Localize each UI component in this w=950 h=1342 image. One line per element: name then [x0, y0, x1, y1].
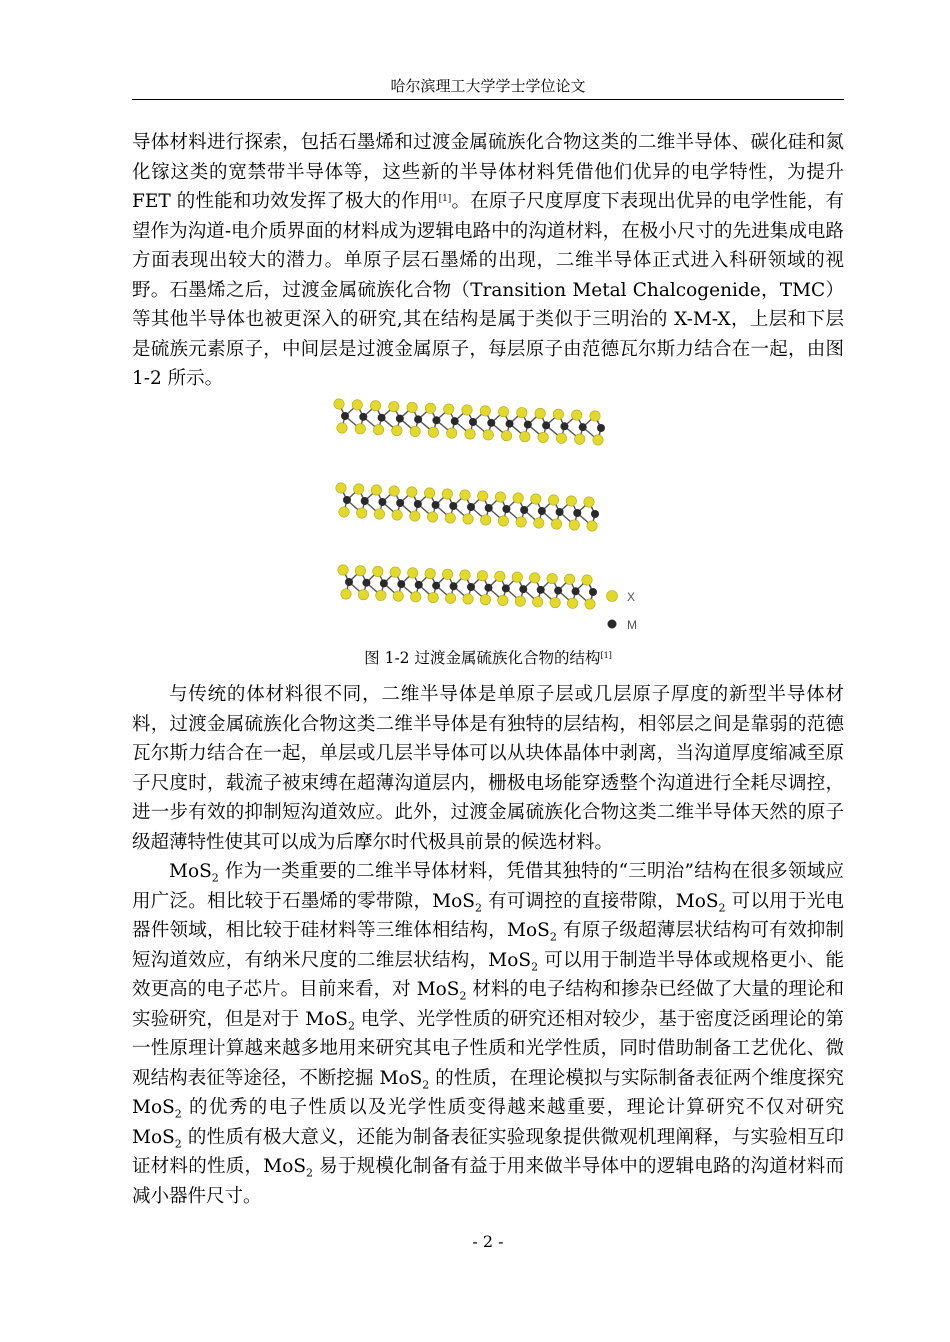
layer-middle-m-atom: [502, 505, 510, 513]
layer-bottom-x-atom: [442, 569, 452, 579]
layer-top-m-atom: [359, 413, 367, 421]
paragraph-3: [132, 857, 844, 1211]
layer-top-m-atom: [524, 421, 532, 429]
layer-bottom-x-atom: [358, 590, 368, 600]
layer-top-x-atom: [337, 423, 347, 433]
layer-bottom-x-atom: [376, 590, 386, 600]
mos2-term: MoS$_2$: [263, 1156, 314, 1180]
layer-middle-x-atom: [498, 516, 508, 526]
layer-middle-x-atom: [357, 508, 367, 518]
layer-top-m-atom: [451, 417, 459, 425]
layer-middle-m-atom: [414, 500, 422, 508]
layer-top-x-atom: [501, 431, 511, 441]
layer-middle-x-atom: [513, 493, 523, 503]
layer-top-x-atom: [480, 406, 490, 416]
layer-middle-m-atom: [432, 501, 440, 509]
layer-bottom-x-atom: [530, 573, 540, 583]
layer-middle-m-atom: [538, 507, 546, 515]
layer-top-x-atom: [425, 403, 435, 413]
layer-top-m-atom: [341, 412, 349, 420]
layer-middle-m-atom: [361, 497, 369, 505]
layer-middle-m-atom: [520, 506, 528, 514]
mos2-term: MoS$_2$: [432, 890, 482, 915]
layer-middle-x-atom: [481, 515, 491, 525]
layer-bottom-m-atom: [502, 584, 510, 592]
layer-bottom-m-atom: [432, 582, 440, 590]
layer-middle-m-atom: [449, 502, 457, 510]
layer-middle-m-atom: [378, 498, 386, 506]
layer-middle-x-atom: [460, 490, 470, 500]
layer-bottom-x-atom: [445, 593, 455, 603]
layer-bottom-m-atom: [484, 584, 492, 592]
layer-middle-x-atom: [371, 485, 381, 495]
layer-bottom-x-atom: [408, 568, 418, 578]
layer-top-x-atom: [334, 399, 344, 409]
layer-bottom-m-atom: [572, 587, 580, 595]
layer-bottom-x-atom: [390, 567, 400, 577]
layer-bottom-x-atom: [411, 592, 421, 602]
mos2-term: MoS$_2$: [132, 1097, 182, 1121]
layer-top-m-atom: [432, 416, 440, 424]
legend-m-marker: [608, 620, 617, 629]
layer-middle-x-atom: [389, 486, 399, 496]
paragraph-3-text: 的性质有极大意义，还能为制备表征实验现象提供微观机理阐释，与实验相互印证材料的性质，: [132, 1126, 844, 1177]
layer-middle-x-atom: [516, 517, 526, 527]
layer-top-x-atom: [444, 404, 454, 414]
paragraph-3-text: 有可调控的直接带隙，: [481, 890, 676, 912]
layer-middle-x-atom: [587, 521, 597, 531]
layer-top-x-atom: [370, 401, 380, 411]
layer-bottom-m-atom: [537, 586, 545, 594]
citation-ref: [1]: [438, 194, 452, 204]
layer-top-x-atom: [465, 429, 475, 439]
paragraph-3-text: 材料的电子结构和掺杂已经做了大量的理论和实验研究，但是对于: [132, 979, 844, 1030]
layer-top-x-atom: [410, 426, 420, 436]
layer-bottom-m-atom: [380, 579, 388, 587]
mos2-term: MoS$_2$: [379, 1067, 430, 1092]
layer-middle-m-atom: [485, 504, 493, 512]
layer-middle-m-atom: [467, 503, 475, 511]
layer-bottom-x-atom: [460, 570, 470, 580]
layer-top-x-atom: [352, 400, 362, 410]
layer-top-x-atom: [392, 425, 402, 435]
layer-bottom-m-atom: [589, 588, 597, 596]
legend-x-marker: [607, 591, 618, 602]
layer-middle-x-atom: [495, 492, 505, 502]
layer-middle-x-atom: [463, 514, 473, 524]
layer-top-x-atom: [535, 408, 545, 418]
layer-middle-x-atom: [478, 491, 488, 501]
layer-middle-x-atom: [374, 509, 384, 519]
layer-bottom-x-atom: [564, 574, 574, 584]
paragraph-1-text: 导体材料进行探索，包括石墨烯和过渡金属硫族化合物这类的二维半导体、碳化硅和氮化镓这类的宽禁带半导体等，这些新的半导体材料凭借他们优异的电学特性，为提升 FET 的性能和功效发挥了极大的作用: [132, 132, 844, 212]
layer-bottom-x-atom: [495, 571, 505, 581]
layer-top-x-atom: [498, 407, 508, 417]
layer-bottom-m-atom: [519, 585, 527, 593]
mos2-term: MoS$_2$: [416, 979, 467, 1003]
layer-middle-m-atom: [556, 508, 564, 516]
layer-bottom-m-atom: [397, 580, 405, 588]
header-rule: [132, 99, 844, 100]
layer-bottom-x-atom: [338, 565, 348, 575]
layer-middle-x-atom: [569, 520, 579, 530]
layer-top-m-atom: [396, 415, 404, 423]
layer-top-x-atom: [520, 431, 530, 441]
layer-top-m-atom: [506, 420, 514, 428]
layer-middle-x-atom: [534, 518, 544, 528]
layer-top-m-atom: [597, 424, 605, 432]
layer-middle-x-atom: [548, 495, 558, 505]
layer-bottom-x-atom: [480, 595, 490, 605]
layer-bottom-x-atom: [512, 572, 522, 582]
layer-middle-m-atom: [396, 499, 404, 507]
layer-middle-x-atom: [445, 513, 455, 523]
layer-middle-x-atom: [427, 512, 437, 522]
layer-middle-x-atom: [407, 487, 417, 497]
layer-top-x-atom: [483, 430, 493, 440]
layer-bottom-m-atom: [450, 582, 458, 590]
layer-top-x-atom: [373, 425, 383, 435]
paragraph-3-text: 易于规模化制备有益于用来做半导体中的逻辑电路的沟道材料而减小器件尺寸。: [132, 1156, 844, 1207]
layer-top-x-atom: [355, 424, 365, 434]
mos2-term: MoS$_2$: [675, 890, 726, 915]
paragraph-3-text: 电学、光学性质的研究还相对较少，基于密度泛函理论的第一性原理计算越来越多地用来研究其电子性质和光学性质，同时借助制备工艺优化、微观结构表征等途径，不断挖掘: [132, 1008, 844, 1089]
paragraph-1: [132, 128, 844, 394]
layer-top-x-atom: [517, 407, 527, 417]
layer-bottom-x-atom: [428, 592, 438, 602]
figure-caption-text: 图 1-2 过渡金属硫族化合物的结构: [364, 649, 601, 667]
tmc-structure-figure: [327, 396, 645, 636]
layer-top-m-atom: [579, 423, 587, 431]
running-header: 哈尔滨理工大学学士学位论文: [390, 77, 586, 95]
layer-middle-x-atom: [442, 489, 452, 499]
layer-top-x-atom: [447, 428, 457, 438]
paragraph-3-text: 有原子级超薄层状结构可有效抑制短沟道效应，有纳米尺度的二维层状结构，: [132, 920, 844, 971]
layer-top-m-atom: [469, 418, 477, 426]
legend-m-label: M: [627, 618, 637, 632]
layer-bottom-m-atom: [467, 583, 475, 591]
layer-middle-x-atom: [410, 511, 420, 521]
layer-bottom-x-atom: [582, 575, 592, 585]
layer-top-m-atom: [542, 421, 550, 429]
page-number: - 2 -: [472, 1232, 504, 1251]
layer-top-x-atom: [538, 432, 548, 442]
layer-middle-x-atom: [551, 519, 561, 529]
layer-bottom-x-atom: [567, 598, 577, 608]
layer-bottom-x-atom: [425, 568, 435, 578]
layer-bottom-x-atom: [585, 599, 595, 609]
layer-bottom-x-atom: [547, 573, 557, 583]
layer-bottom-x-atom: [550, 597, 560, 607]
layer-bottom-m-atom: [345, 578, 353, 586]
layer-top-x-atom: [590, 411, 600, 421]
paragraph-3-text: 的性质，在理论模拟与实际制备表征两个维度探究: [429, 1067, 844, 1089]
layer-middle-x-atom: [531, 494, 541, 504]
legend-x-label: X: [627, 590, 636, 604]
crystal-structure-illustration: [327, 396, 645, 636]
layer-top-x-atom: [407, 402, 417, 412]
mos2-term: MoS$_2$: [169, 861, 219, 885]
layer-bottom-x-atom: [533, 597, 543, 607]
mos2-term: MoS$_2$: [507, 920, 557, 944]
layer-top-x-atom: [553, 409, 563, 419]
figure-caption: [132, 648, 844, 668]
layer-bottom-x-atom: [477, 571, 487, 581]
layer-middle-m-atom: [591, 510, 599, 518]
paragraph-3-text: 可以用于制造半导体或规格更小、能效更高的电子芯片。目前来看，对: [132, 949, 844, 1000]
layer-top-x-atom: [428, 427, 438, 437]
layer-top-x-atom: [575, 434, 585, 444]
mos2-term: MoS$_2$: [305, 1008, 355, 1033]
layer-middle-x-atom: [336, 483, 346, 493]
layer-bottom-x-atom: [498, 595, 508, 605]
layer-top-x-atom: [593, 435, 603, 445]
layer-bottom-x-atom: [373, 566, 383, 576]
layer-bottom-x-atom: [463, 594, 473, 604]
layer-top-x-atom: [572, 410, 582, 420]
layer-bottom-m-atom: [362, 579, 370, 587]
layer-top-m-atom: [487, 419, 495, 427]
paragraph-3-text: 的优秀的电子性质以及光学性质变得越来越重要，理论计算研究不仅对研究: [181, 1097, 844, 1118]
layer-top-m-atom: [378, 414, 386, 422]
layer-middle-m-atom: [573, 509, 581, 517]
layer-bottom-x-atom: [341, 589, 351, 599]
paragraph-1-text-continued: 。在原子尺度厚度下表现出优异的电学性能，有望作为沟道-电介质界面的材料成为逻辑电路中的沟道材料，在极小尺寸的先进集成电路方面表现出较大的潜力。单原子层石墨烯的出现，二维半导体正式进入科研领域的视野。石墨烯之后，过渡金属硫族化合物（Transition Metal Chalcogenide，TMC）等其他半导体也被更深入的研究,其在结构是属于类似于三明治的 X-M-X，上层和下层是硫族元素原子，中间层是过渡金属原子，每层原子由范德瓦尔斯力结合在一起，由图 1-2 所示。: [132, 191, 844, 389]
caption-citation-ref: [1]: [600, 651, 612, 660]
layer-bottom-x-atom: [355, 566, 365, 576]
layer-top-x-atom: [389, 401, 399, 411]
layer-bottom-m-atom: [415, 581, 423, 589]
layer-middle-x-atom: [354, 484, 364, 494]
paragraph-3-text: 作为一类重要的二维半导体材料，凭借其独特的“三明治”结构在很多领域应用广泛。相比较于石墨烯的零带隙，: [132, 861, 844, 912]
layer-top-x-atom: [556, 433, 566, 443]
layer-bottom-x-atom: [393, 591, 403, 601]
layer-bottom-m-atom: [554, 587, 562, 595]
mos2-term: MoS$_2$: [488, 949, 539, 974]
layer-top-m-atom: [414, 415, 422, 423]
layer-top-m-atom: [560, 422, 568, 430]
layer-middle-x-atom: [392, 510, 402, 520]
layer-middle-x-atom: [424, 488, 434, 498]
paragraph-2: 与传统的体材料很不同，二维半导体是单原子层或几层原子厚度的新型半导体材料，过渡金属硫族化合物这类二维半导体是有独特的层结构，相邻层之间是靠弱的范德瓦尔斯力结合在一起，单层或几层半导体可以从块体晶体中剥离，当沟道厚度缩减至原子尺度时，载流子被束缚在超薄沟道层内，栅极电场能穿透整个沟道进行全耗尽调控，进一步有效的抑制短沟道效应。此外，过渡金属硫族化合物这类二维半导体天然的原子级超薄特性使其可以成为后摩尔时代极具前景的候选材料。: [132, 684, 844, 853]
layer-middle-x-atom: [566, 496, 576, 506]
layer-bottom-x-atom: [515, 596, 525, 606]
paragraph-3-text: 可以用于光电器件领域，相比较于硅材料等三维体相结构，: [132, 890, 844, 941]
layer-middle-x-atom: [584, 497, 594, 507]
layer-middle-m-atom: [343, 496, 351, 504]
layer-top-x-atom: [462, 405, 472, 415]
layer-middle-x-atom: [339, 507, 349, 517]
mos2-term: MoS$_2$: [132, 1126, 182, 1151]
